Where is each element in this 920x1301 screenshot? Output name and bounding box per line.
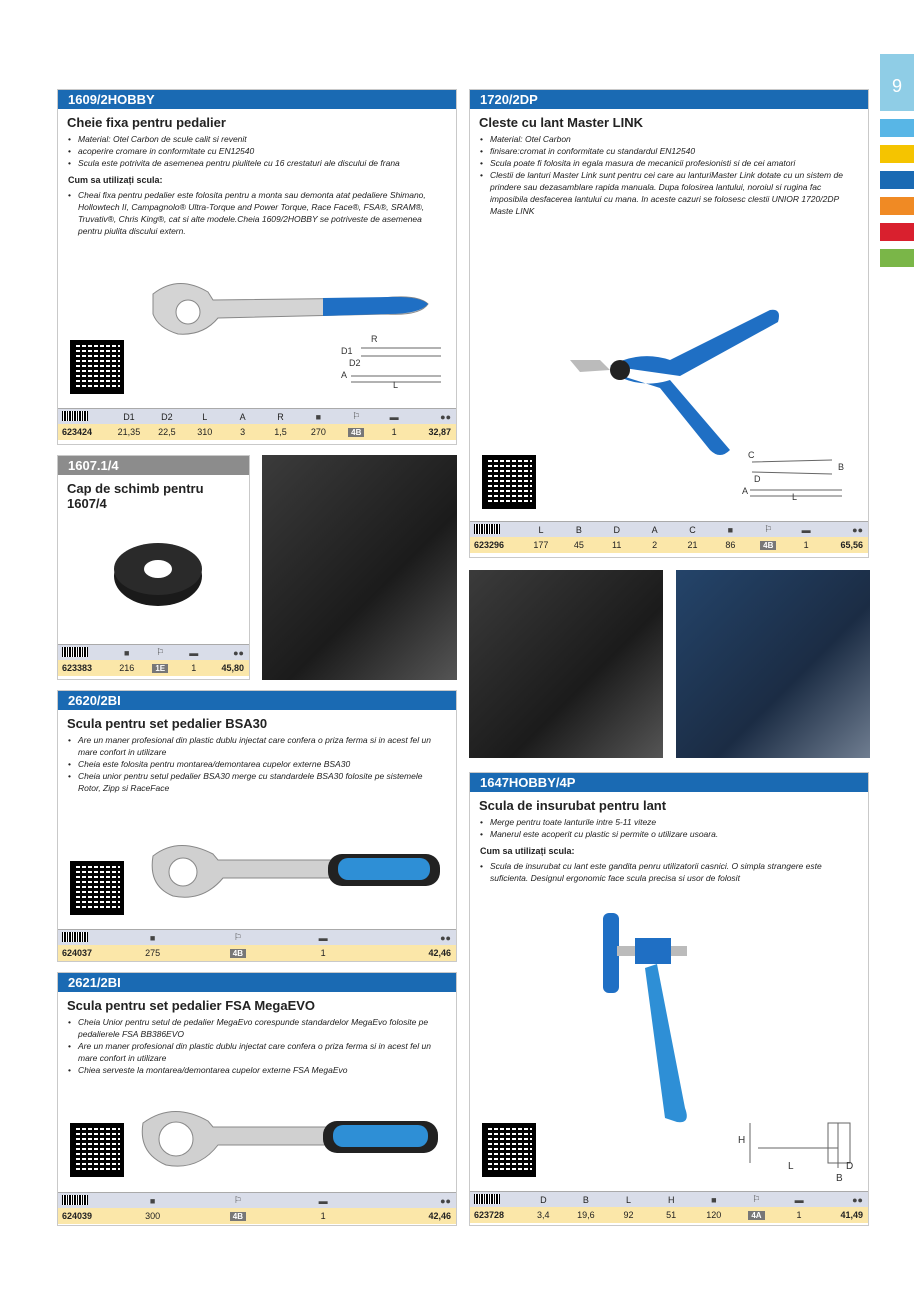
col-header: D [613,524,620,535]
weight-icon: ■ [727,524,734,535]
package-icon: ⚐ [233,1195,242,1205]
svg-text:L: L [792,492,798,502]
chapter-tabs [880,54,914,267]
spec-value: 1 [320,948,326,958]
qr-code[interactable] [70,340,124,394]
svg-text:L: L [393,380,399,390]
svg-text:B: B [838,462,845,472]
svg-text:D: D [754,474,761,484]
spec-value: 21,35 [117,427,141,437]
barcode-icon [62,1195,88,1205]
price-icon: ●● [440,411,452,422]
weight-icon: ■ [149,1195,156,1206]
quantity-icon: ▬ [189,647,199,658]
spec-value: 21 [687,540,698,550]
product-title: Scula pentru set pedalier FSA MegaEVO [67,998,316,1013]
col-header: B [575,524,582,535]
feature-item: • Material: Otel Carbon de scule calit si revenit [68,133,446,145]
product-code: 1607.1/4 [58,456,249,475]
chapter-tab[interactable] [880,119,914,137]
price: 45,80 [221,663,244,673]
col-header: L [626,1194,632,1205]
col-header: L [538,524,544,535]
dimension-drawing [341,330,451,390]
usage-title: Cum sa utilizați scula: [68,175,163,185]
feature-item: • acoperire cromare in conformitate cu EN12540 [68,145,446,157]
feature-item: • Are un maner profesional din plastic dublu injectat care confera o priza ferma si in acest fel un mare confort in utilizare [68,734,446,758]
quantity-icon: ▬ [794,1194,804,1205]
spec-header [58,644,249,660]
feature-item: • Cheia Unior pentru setul de pedalier MegaEvo corespunde standardelor MegaEvo folosite pe pedalierele FSA BB386EVO [68,1016,446,1040]
barcode-icon [474,524,500,534]
chain-tool-image [595,908,715,1128]
feature-item: • Are un maner profesional din plastic dublu injectat care confera o priza ferma si in acest fel un mare confort in utilizare [68,1040,446,1064]
col-header: A [651,524,658,535]
feature-item: • Scula poate fi folosita in egala masura de mecanicii profesionisti si de cei amatori [480,157,858,169]
feature-list [470,816,868,840]
product-title: Scula de insurubat pentru lant [479,798,667,813]
package-icon: ⚐ [156,647,165,657]
spec-value: 275 [145,948,161,958]
qr-code[interactable] [482,1123,536,1177]
quantity-icon: ▬ [801,524,811,535]
quantity-icon: ▬ [318,1195,328,1206]
article-number: 623424 [62,427,93,437]
svg-text:D: D [846,1161,854,1172]
spec-value: 1 [803,540,809,550]
quantity-icon: ▬ [318,932,328,943]
svg-text:L: L [788,1161,794,1172]
package-badge: 1E [152,664,168,673]
col-header: C [689,524,696,535]
spec-values [58,1208,456,1224]
price: 42,46 [428,1211,451,1221]
product-card-1647 [469,772,869,1226]
article-number: 624037 [62,948,93,958]
quantity-icon: ▬ [389,411,399,422]
spec-value: 11 [612,540,622,550]
article-number: 623383 [62,663,93,673]
svg-text:D1: D1 [341,346,353,356]
package-badge: 4B [230,949,246,958]
price-icon: ●● [440,932,451,943]
article-number: 624039 [62,1211,93,1221]
spec-table [58,644,249,676]
feature-item: • Chiea serveste la montarea/demontarea cupelor externe FSA MegaEvo [68,1064,446,1076]
spec-values [58,945,456,961]
feature-item: • Scula este potrivita de asemenea pentru piulitele cu 16 crestaturi ale discului de frana [68,157,446,169]
usage-photo-chainring [469,570,663,758]
spec-value: 1 [391,427,397,437]
usage-title: Cum sa utilizați scula: [480,846,575,856]
price: 42,46 [428,948,451,958]
svg-text:H: H [738,1135,746,1146]
feature-list [58,1016,456,1076]
col-header: L [202,411,208,422]
spec-value: 45 [573,540,584,550]
usage-item: • Cheai fixa pentru pedalier este folosita pentru a monta sau demonta atat pedaliere Shimano, Hollowtech II, Campagnolo® Ultra-Torque and Power Torque, Race Face®, FSA®, SRAM®, Truvativ®, Chris King®, cat si alte modele.Cheia 1609/2HOBBY se potriveste de asemenea pentru piulita discului extern. [68,189,446,237]
feature-item: • Manerul este acoperit cu plastic si permite o utilizare usoara. [480,828,858,840]
product-card-1609 [57,89,457,445]
spec-table [58,408,456,440]
svg-text:D2: D2 [349,358,361,368]
page-number: 9 [880,54,914,111]
product-code: 1720/2DP [470,90,868,109]
product-card-1607 [57,455,250,680]
spec-header [470,521,868,537]
price-icon: ●● [440,1195,451,1206]
spec-value: 216 [119,663,135,673]
price-icon: ●● [233,647,244,658]
spec-table [470,521,868,553]
feature-item: • Clestii de lanturi Master Link sunt pentru cei care au lanturiMaster Link dotate cu un sistem de prindere sau dezasamblare rapida manuala. Dupa folosirea lantului, noroiul si rugina fac imposibila desfacerea lantului cu mana. In aceste cazuri se folosesc clestii UNIOR 1720/2DP Maste LINK [480,169,858,217]
spec-values [58,660,249,676]
spec-header [470,1191,868,1207]
usage-photo-chain [676,570,870,758]
barcode-icon [474,1194,500,1204]
product-code: 2621/2BI [58,973,456,992]
wrench-image [138,1103,443,1173]
col-header: H [667,1194,675,1205]
spec-values [470,1207,868,1223]
package-icon: ⚐ [352,411,361,421]
spec-value: 1 [191,663,197,673]
col-header: D1 [123,411,135,422]
feature-item: • finisare:cromat in conformitate cu standardul EN12540 [480,145,858,157]
wrench-image [143,836,443,906]
qr-code[interactable] [70,861,124,915]
product-title: Cheie fixa pentru pedalier [67,115,226,130]
spec-value: 310 [197,427,213,437]
col-header: R [277,411,284,422]
socket-image [108,531,208,611]
weight-icon: ■ [124,647,130,658]
product-card-2621 [57,972,457,1226]
spec-value: 51 [666,1210,677,1220]
chapter-tab[interactable] [880,171,914,189]
weight-icon: ■ [315,411,322,422]
col-header: D [540,1194,547,1205]
usage-list [470,860,868,884]
col-header: B [582,1194,589,1205]
price: 32,87 [428,427,452,437]
spec-value: 22,5 [158,427,176,437]
usage-list [58,189,456,237]
package-badge: 4B [348,428,364,437]
dimension-drawing [742,448,852,508]
svg-text:A: A [742,486,749,496]
product-card-2620 [57,690,457,962]
spec-header [58,408,456,424]
weight-icon: ■ [711,1194,717,1205]
weight-icon: ■ [149,932,156,943]
feature-list [58,734,456,794]
product-title: Cleste cu lant Master LINK [479,115,643,130]
price-icon: ●● [852,1194,863,1205]
spec-table [470,1191,868,1223]
spec-values [470,537,868,553]
chapter-tab[interactable] [880,249,914,267]
usage-photo-crank [262,455,457,680]
package-badge: 4B [230,1212,246,1221]
spec-value: 270 [310,427,326,437]
package-icon: ⚐ [764,524,773,534]
dimension-drawing [738,1113,863,1183]
spec-value: 1 [320,1211,326,1221]
chapter-tab[interactable] [880,197,914,215]
spec-value: 177 [533,540,549,550]
spec-value: 300 [145,1211,161,1221]
qr-code[interactable] [70,1123,124,1177]
product-title: Cap de schimb pentru 1607/4 [67,481,204,511]
spec-value: 1,5 [274,427,287,437]
feature-item: • Cheia este folosita pentru montarea/demontarea cupelor externe BSA30 [68,758,446,770]
spec-value: 1 [796,1210,802,1220]
package-icon: ⚐ [233,932,242,942]
feature-item: • Cheia unior pentru setul pedalier BSA30 merge cu standardele BSA30 folosite pe sistemele Rotor, Zipp si RaceFace [68,770,446,794]
feature-list [470,133,868,217]
usage-item: • Scula de insurubat cu lant este gandita penru utilizatorii casnici. O simpla strangere este suficienta. Designul ergonomic face scula precisa si usor de folosit [480,860,858,884]
qr-code[interactable] [482,455,536,509]
barcode-icon [62,411,88,421]
spec-value: 2 [652,540,658,550]
svg-text:R: R [371,334,378,344]
article-number: 623296 [474,540,505,550]
price: 65,56 [840,540,864,550]
spec-value: 3 [240,427,246,437]
spec-value: 120 [706,1210,722,1220]
spec-values [58,424,456,440]
spec-value: 19,6 [577,1210,595,1220]
spec-value: 3,4 [537,1210,550,1220]
product-card-1720 [469,89,869,558]
product-code: 2620/2BI [58,691,456,710]
svg-text:B: B [836,1173,843,1183]
spec-value: 92 [623,1210,634,1220]
spec-value: 86 [725,540,736,550]
barcode-icon [62,932,88,942]
svg-text:C: C [748,450,755,460]
feature-item: • Merge pentru toate lanturile intre 5-11 viteze [480,816,858,828]
feature-list [58,133,456,169]
col-header: D2 [161,411,173,422]
feature-item: • Material: Otel Carbon [480,133,858,145]
product-title: Scula pentru set pedalier BSA30 [67,716,268,731]
package-badge: 4A [748,1211,764,1220]
spec-table [58,1192,456,1224]
price-icon: ●● [852,524,864,535]
spec-table [58,929,456,961]
pliers-image [560,300,790,460]
package-badge: 4B [760,541,776,550]
package-icon: ⚐ [752,1194,761,1204]
spec-header [58,929,456,945]
svg-text:A: A [341,370,348,380]
article-number: 623728 [474,1210,505,1220]
barcode-icon [62,647,88,657]
price: 41,49 [840,1210,863,1220]
spec-header [58,1192,456,1208]
product-code: 1647HOBBY/4P [470,773,868,792]
col-header: A [239,411,246,422]
product-code: 1609/2HOBBY [58,90,456,109]
chapter-tab[interactable] [880,223,914,241]
chapter-tab[interactable] [880,145,914,163]
